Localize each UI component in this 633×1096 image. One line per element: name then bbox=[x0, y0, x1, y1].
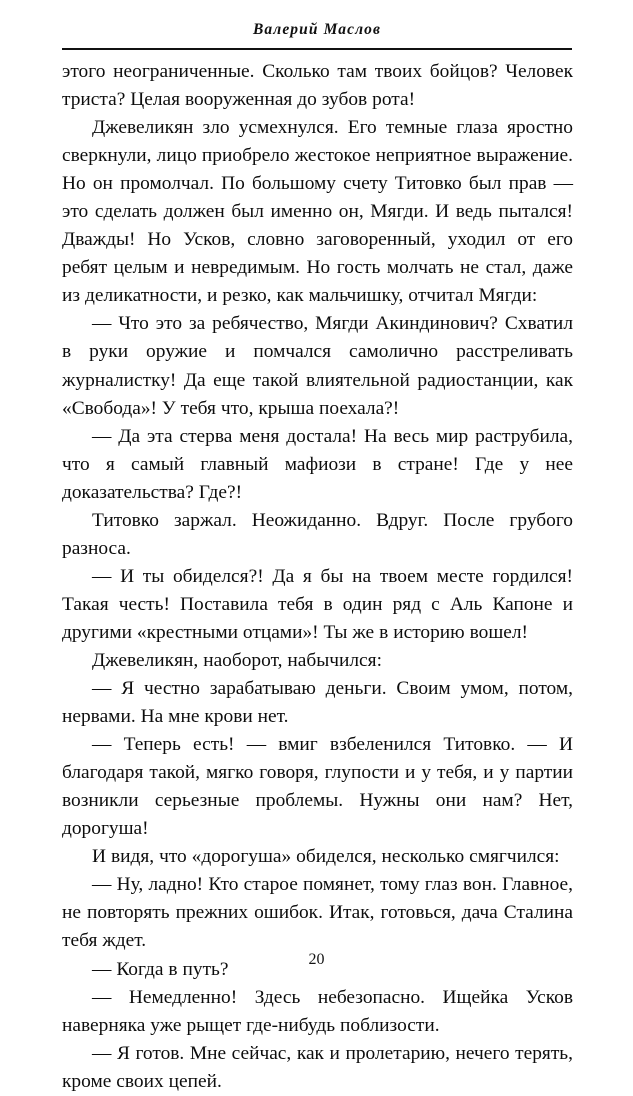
paragraph: — Да эта стерва меня достала! На весь мир раструбила, что я самый главный мафиози в стране! Где у нее доказательства? Где?! bbox=[62, 425, 573, 503]
paragraph: Титовко заржал. Неожиданно. Вдруг. После грубого разноса. bbox=[62, 509, 573, 559]
paragraph: — Немедленно! Здесь небезопасно. Ищейка Усков наверняка уже рыщет где-нибудь поблизости. bbox=[62, 986, 573, 1036]
paragraph: этого неограниченные. Сколько там твоих бойцов? Человек триста? Целая вооруженная до зубов рота! bbox=[62, 61, 573, 111]
paragraph: — Что это за ребячество, Мягди Акиндинович? Схватил в руки оружие и помчался самолично расстреливать журналистку! Да еще такой влиятельной радиостанции, как «Свобода»! У тебя что, крыша поехала?! bbox=[62, 313, 573, 419]
header-rule bbox=[62, 48, 572, 50]
paragraph: Джевеликян, наоборот, набычился: bbox=[92, 649, 382, 671]
paragraph: — Ну, ладно! Кто старое помянет, тому глаз вон. Главное, не повторять прежних ошибок. Итак, готовься, дача Сталина тебя ждет. bbox=[62, 874, 573, 952]
paragraph: — И ты обиделся?! Да я бы на твоем месте гордился! Такая честь! Поставила тебя в один ряд с Аль Капоне и другими «крестными отцами»! Ты же в историю вошел! bbox=[62, 565, 573, 643]
body-text-column bbox=[62, 58, 573, 1096]
page-number: 20 bbox=[308, 951, 325, 968]
paragraph: — Теперь есть! — вмиг взбеленился Титовко. — И благодаря такой, мягко говоря, глупости и у тебя, и у партии возникли серьезные проблемы. Нужны они нам? Нет, дорогуша! bbox=[62, 734, 573, 840]
paragraph: И видя, что «дорогуша» обиделся, несколько смягчился: bbox=[92, 846, 560, 868]
paragraph: — Я готов. Мне сейчас, как и пролетарию, нечего терять, кроме своих цепей. bbox=[62, 1042, 573, 1092]
paragraph: — Я честно зарабатываю деньги. Своим умом, потом, нервами. На мне крови нет. bbox=[62, 678, 573, 728]
paragraph: Джевеликян зло усмехнулся. Его темные глаза яростно сверкнули, лицо приобрело жестокое неприятное выражение. Но он промолчал. По большому счету Титовко был прав — это сделать должен был именно он, Мягди. И ведь пытался! Дважды! Но Усков, словно заговоренный, уходил от его ребят целым и невредимым. Но гость молчать не стал, даже из деликатности, и резко, как мальчишку, отчитал Мягди: bbox=[62, 117, 573, 307]
paragraph: — Когда в путь? bbox=[92, 958, 229, 980]
running-head-author: Валерий Маслов bbox=[252, 21, 381, 38]
